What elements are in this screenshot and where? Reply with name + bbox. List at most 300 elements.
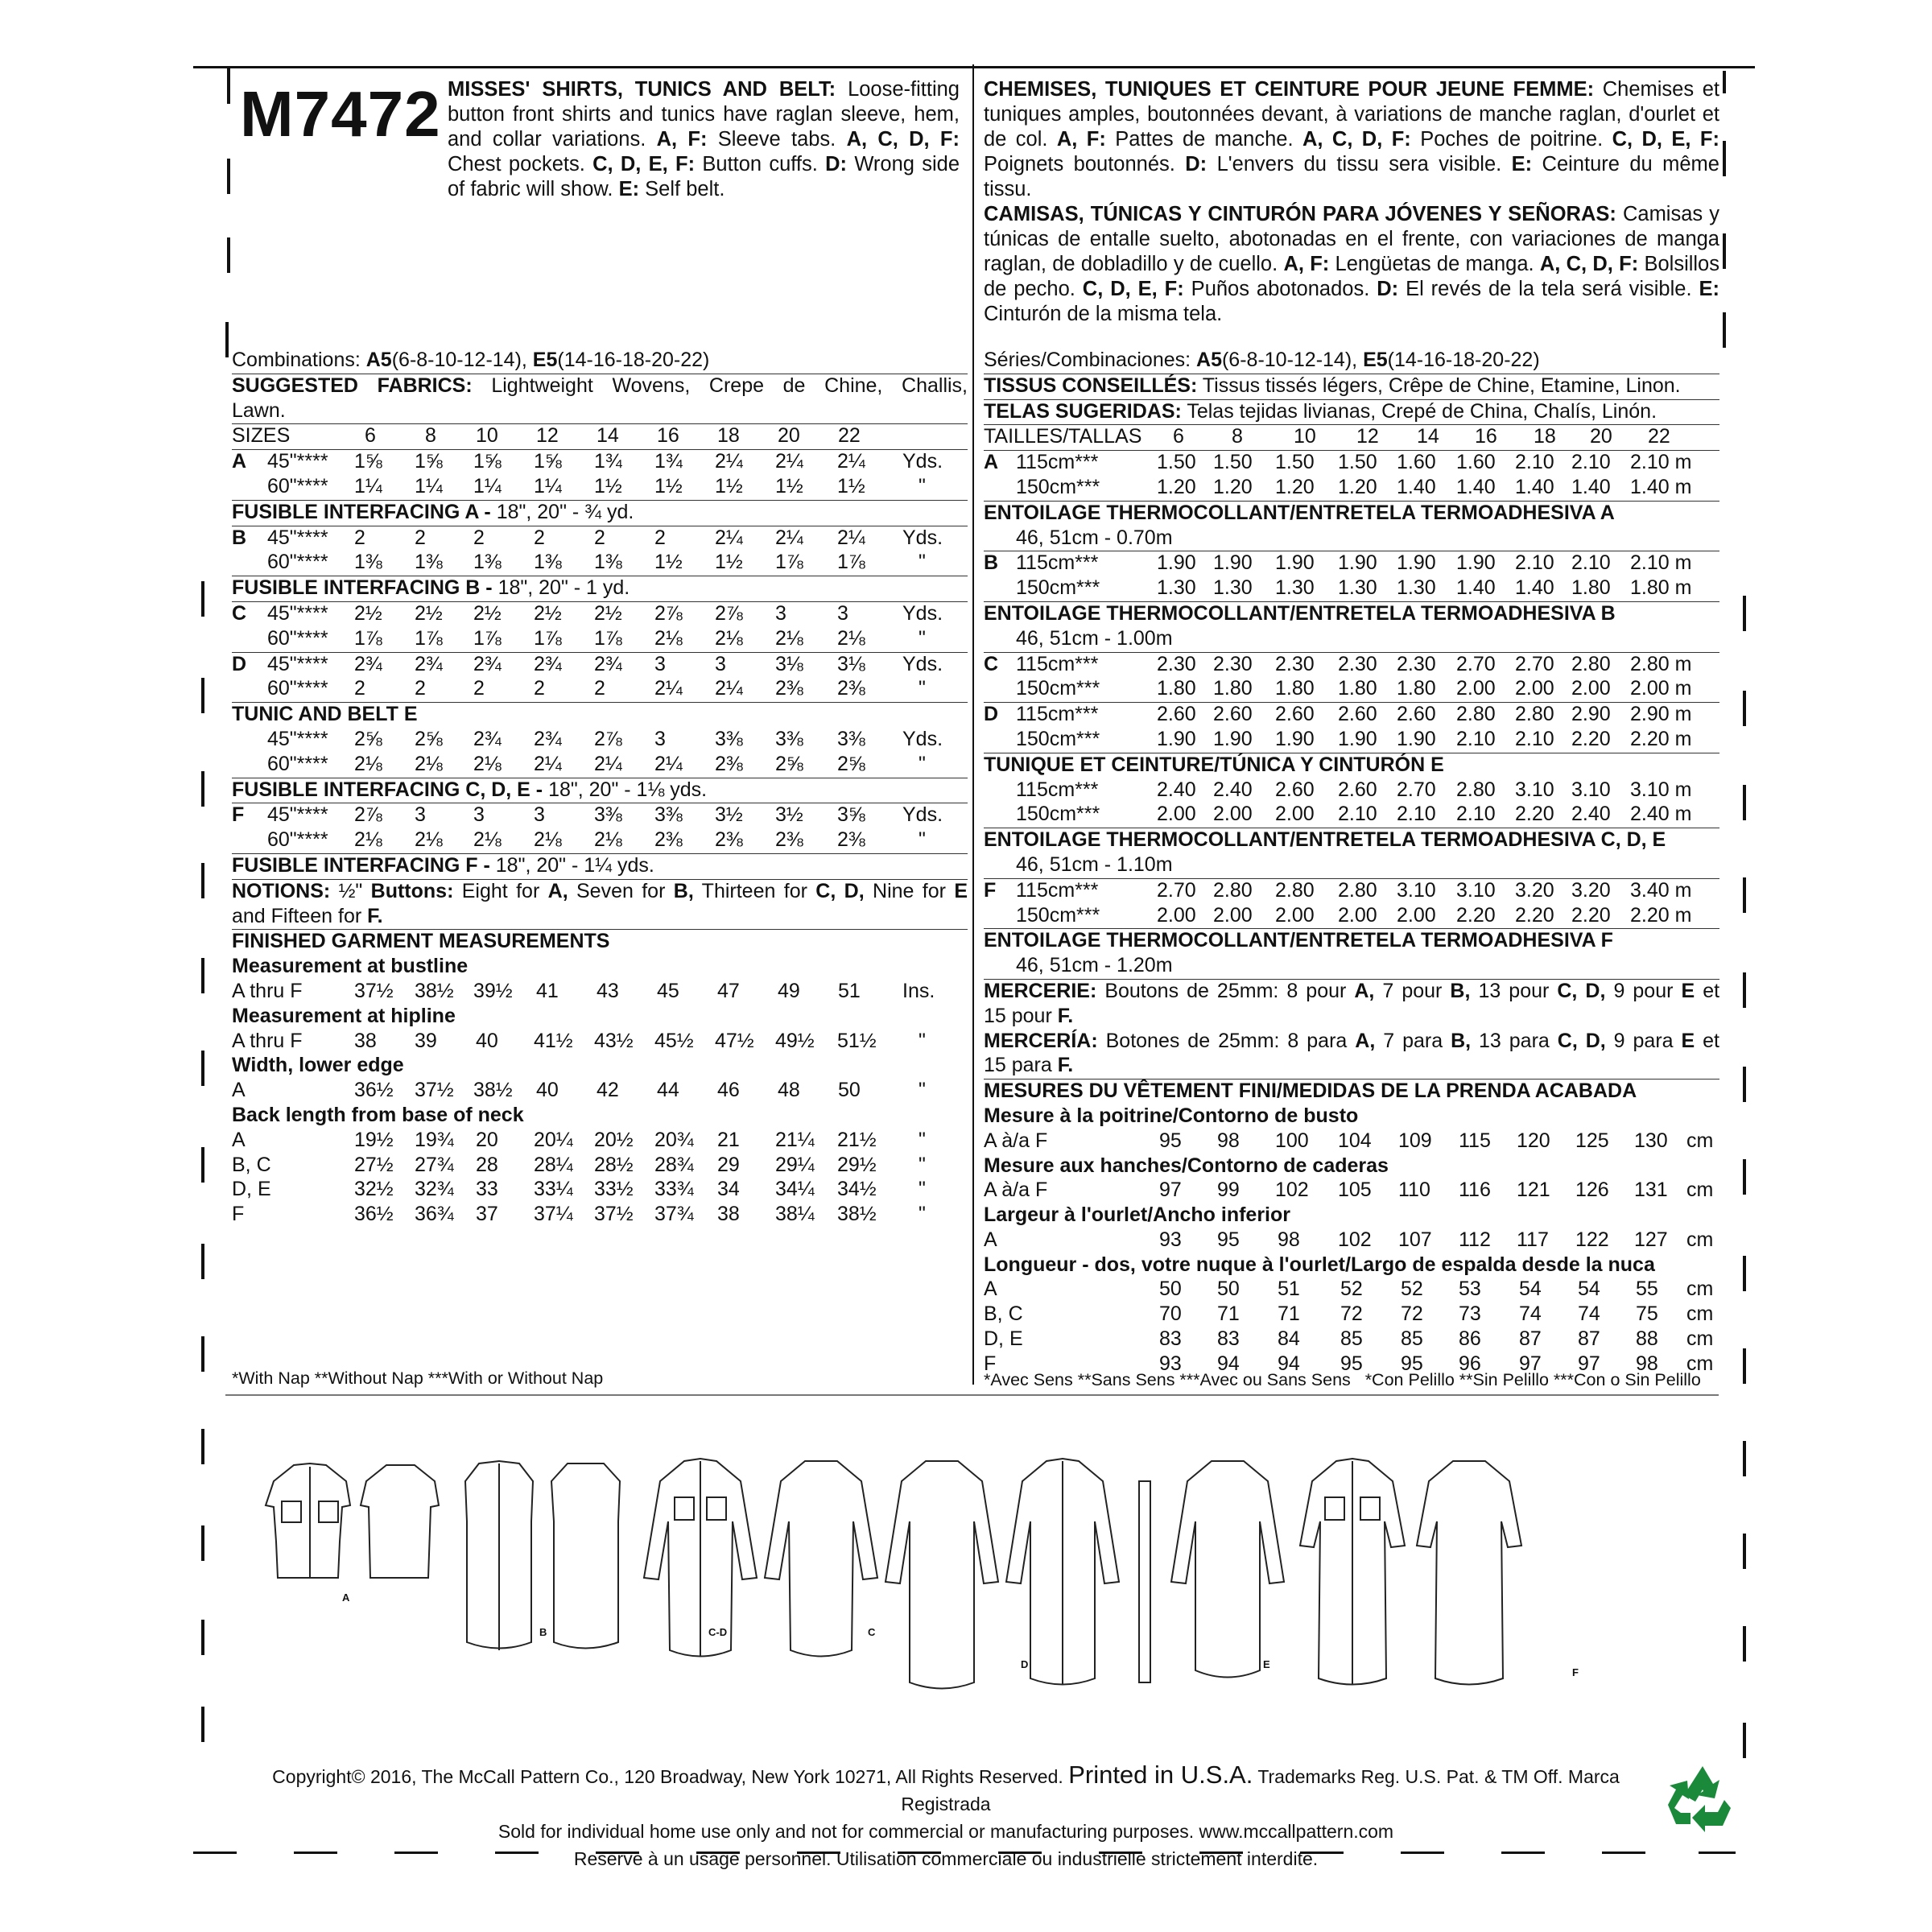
metric-table-cell: 74 xyxy=(1578,1302,1600,1326)
english-table-text: 18", 20" - 1¼ yds. xyxy=(495,853,654,877)
english-table-cell: 20¾ xyxy=(654,1128,694,1151)
metric-table-cell: 2.60 xyxy=(1397,703,1436,726)
english-table-cell: 36½ xyxy=(354,1079,394,1102)
metric-table-text: B, xyxy=(1451,1029,1472,1052)
english-table-cell: 2½ xyxy=(415,601,443,625)
english-table-cell: 12 xyxy=(536,424,559,448)
metric-table-cell: 3.10 xyxy=(1571,778,1611,801)
english-table-row xyxy=(232,728,968,753)
metric-table-cell: F xyxy=(984,878,997,902)
metric-table-text: C, D, xyxy=(1557,1029,1606,1052)
english-table-cell: 27¾ xyxy=(415,1153,454,1176)
english-table-cell: D xyxy=(232,652,247,675)
metric-table-cell: 2.70 xyxy=(1515,652,1554,675)
english-table-text: Thirteen for xyxy=(693,879,816,902)
section-rule xyxy=(225,1394,1719,1396)
metric-table-cell: 115cm*** xyxy=(1016,878,1099,902)
metric-table-cell: 1.30 xyxy=(1275,576,1315,600)
metric-table-text: TUNIQUE ET CEINTURE/TÚNICA Y CINTURÓN E xyxy=(984,753,1444,776)
english-table-cell: 60"**** xyxy=(267,677,328,700)
metric-table-cell: A xyxy=(984,1228,997,1251)
description-fragment: Wrong side of fabric will show. xyxy=(448,153,960,200)
description-fragment: A, C, D, F: xyxy=(1539,253,1639,275)
metric-table-cell: 1.40 xyxy=(1397,475,1436,498)
metric-table-text: Telas tejidas livianas, Crepé de China, Chalís, Linón. xyxy=(1181,399,1657,423)
english-table-cell: 1⅞ xyxy=(415,626,443,650)
description-fragment: A, F: xyxy=(656,128,708,151)
metric-table-text: Mesure à la poitrine/Contorno de busto xyxy=(984,1104,1359,1127)
english-table-text: E xyxy=(954,879,968,902)
metric-table-text: E xyxy=(1681,979,1695,1002)
english-table-row xyxy=(232,627,968,653)
metric-table-cell: 130 xyxy=(1634,1129,1668,1152)
metric-table-cell: 150cm*** xyxy=(1016,576,1100,600)
metric-table-text: Botones de 25mm: 8 para xyxy=(1097,1029,1356,1052)
metric-table-cell: 2.10 xyxy=(1515,551,1554,575)
metric-table-cell: 1.90 xyxy=(1456,551,1496,575)
printed-in-usa: Printed in U.S.A. xyxy=(1068,1761,1253,1789)
english-table-text: B, xyxy=(673,879,694,902)
english-table-row xyxy=(232,1079,968,1104)
english-table-cell: 2 xyxy=(473,677,485,700)
english-table-cell: 18 xyxy=(717,424,740,448)
description-fragment: C, D, E, F: xyxy=(592,153,696,175)
english-table-cell: B xyxy=(232,526,247,549)
metric-table-cell: 50 xyxy=(1159,1278,1182,1301)
english-table-cell: Yds. xyxy=(902,727,943,750)
metric-table-cell: 97 xyxy=(1159,1179,1182,1202)
english-description xyxy=(448,77,960,202)
english-table-cell: 2¼ xyxy=(654,677,683,700)
metric-table-cell: 1.50 xyxy=(1157,451,1196,474)
english-table-cell: 51 xyxy=(838,979,861,1002)
view-label-cd: C-D xyxy=(708,1626,728,1638)
english-table-cell: 2¼ xyxy=(654,752,683,775)
copyright-notice: Copyright© 2016, The McCall Pattern Co., 120 Broadway, New York 10271, All Rights Reserved. xyxy=(272,1766,1063,1787)
english-table-cell: 2⅜ xyxy=(715,752,743,775)
metric-table-text: E xyxy=(1681,1029,1695,1052)
english-table-cell: 2⅛ xyxy=(473,828,502,852)
metric-table-cell: 1.90 xyxy=(1338,727,1377,750)
metric-table-cell: F xyxy=(984,1352,997,1375)
english-table-row xyxy=(232,854,968,880)
english-table-cell: 34¼ xyxy=(775,1178,815,1201)
english-table-cell: 49 xyxy=(778,979,800,1002)
description-fragment: El revés de la tela será visible. xyxy=(1398,278,1699,300)
metric-table-text: 7 para xyxy=(1375,1029,1451,1052)
english-table-cell: 40 xyxy=(536,1079,559,1102)
english-table-row xyxy=(232,475,968,501)
metric-table-row xyxy=(984,703,1719,728)
metric-table-cell: 2.00 xyxy=(1571,677,1611,700)
metric-table-cell: 72 xyxy=(1340,1302,1363,1326)
metric-table-text: Tissus tissés légers, Crêpe de Chine, Etamine, Linon. xyxy=(1197,374,1681,397)
metric-table-cell: 1.90 xyxy=(1275,727,1315,750)
metric-table-cell: 1.50 xyxy=(1275,451,1315,474)
english-table-cell: 2¼ xyxy=(715,450,743,473)
metric-table-cell: 102 xyxy=(1275,1179,1309,1202)
english-table-cell: 2¼ xyxy=(775,526,803,549)
metric-footnote: *Avec Sens **Sans Sens ***Avec ou Sans Sens *Con Pelillo **Sin Pelillo ***Con o Sin Pelillo xyxy=(984,1370,1701,1389)
metric-table-cell: cm xyxy=(1686,1228,1714,1251)
metric-table-cell: 1.40 xyxy=(1515,576,1554,600)
english-table-cell: 49½ xyxy=(775,1029,815,1052)
metric-table-text: ENTOILAGE THERMOCOLLANT/ENTRETELA TERMOADHESIVA F xyxy=(984,929,1613,952)
metric-table-cell: 2.30 xyxy=(1275,652,1315,675)
metric-table-cell: 1.90 xyxy=(1213,727,1253,750)
metric-table-cell: 126 xyxy=(1575,1179,1609,1202)
metric-table-row xyxy=(984,1228,1719,1253)
metric-table-cell: 1.80 xyxy=(1275,677,1315,700)
english-table-cell: 2⅞ xyxy=(654,601,683,625)
metric-table-cell: 52 xyxy=(1401,1278,1423,1301)
english-table-cell: 2⅞ xyxy=(715,601,743,625)
metric-table-cell: 74 xyxy=(1519,1302,1542,1326)
metric-table-cell: 2.40 m xyxy=(1630,803,1692,826)
metric-table-text: 9 para xyxy=(1605,1029,1682,1052)
metric-table-cell: 109 xyxy=(1398,1129,1432,1152)
english-table-cell: 2¼ xyxy=(594,752,622,775)
metric-table-text: A5 xyxy=(1196,349,1222,371)
metric-table-row xyxy=(984,1054,1719,1080)
english-table-cell: 2¼ xyxy=(715,526,743,549)
metric-table-cell: 46, 51cm - 0.70m xyxy=(1016,526,1173,549)
view-f-back xyxy=(1417,1461,1521,1685)
english-table-cell: 14 xyxy=(597,424,619,448)
english-table-text: Eight for xyxy=(453,879,548,902)
metric-table-cell: 3.10 xyxy=(1397,878,1436,902)
metric-table-cell: 2.10 xyxy=(1338,803,1377,826)
metric-table-cell: 2.70 xyxy=(1157,878,1196,902)
english-table-cell: 43 xyxy=(597,979,619,1002)
metric-table-cell: 6 xyxy=(1173,425,1184,448)
metric-table-text: 13 para xyxy=(1471,1029,1558,1052)
english-table-row xyxy=(232,526,968,551)
english-table-row xyxy=(232,576,968,602)
metric-table-cell: 83 xyxy=(1159,1327,1182,1351)
english-table-cell: A xyxy=(232,450,247,473)
metric-table-cell: 2.10 m xyxy=(1630,451,1692,474)
english-table-cell: 2⅞ xyxy=(354,803,382,827)
view-b-front xyxy=(465,1461,533,1650)
description-fragment: D: xyxy=(1185,153,1208,175)
metric-table-cell: 2.00 xyxy=(1515,677,1554,700)
english-table-cell: 38½ xyxy=(473,1079,513,1102)
metric-table-cell: 46, 51cm - 1.00m xyxy=(1016,626,1173,650)
metric-table-cell: 1.50 xyxy=(1213,451,1253,474)
english-table-text: FUSIBLE INTERFACING F - xyxy=(232,853,496,877)
metric-table-cell: 1.80 xyxy=(1338,677,1377,700)
metric-table-cell: 2.20 xyxy=(1515,803,1554,826)
english-table-cell: 2 xyxy=(654,526,666,549)
english-table-cell: 37¾ xyxy=(654,1203,694,1226)
metric-table-cell: 1.90 xyxy=(1275,551,1315,575)
metric-table-cell: 84 xyxy=(1278,1327,1300,1351)
english-footnote: *With Nap **Without Nap ***With or Without Nap xyxy=(232,1368,604,1388)
metric-table-cell: B xyxy=(984,551,999,575)
english-table-cell: 21 xyxy=(717,1128,740,1151)
metric-table-cell: 83 xyxy=(1217,1327,1240,1351)
english-table-cell: " xyxy=(919,1128,926,1151)
english-table-cell: 37 xyxy=(476,1203,498,1226)
english-table-cell: 1¼ xyxy=(415,474,443,497)
english-table-cell: 2½ xyxy=(534,601,562,625)
english-table-cell: 2⅜ xyxy=(837,828,865,852)
english-table-cell: 19½ xyxy=(354,1128,394,1151)
metric-table-cell: 150cm*** xyxy=(1016,475,1100,498)
metric-table-row xyxy=(984,653,1719,678)
english-table-text: Lawn. xyxy=(232,398,286,422)
view-label-d: D xyxy=(1021,1658,1029,1670)
english-table-cell: 1½ xyxy=(654,551,683,574)
english-table-cell: 2½ xyxy=(594,601,622,625)
metric-table-row xyxy=(984,576,1719,602)
metric-table-cell: 88 xyxy=(1636,1327,1658,1351)
copyright-line-2: Sold for individual home use only and not for commercial or manufacturing purposes. www.mccallpattern.com xyxy=(497,1821,1394,1842)
english-table-cell: 3⅝ xyxy=(837,803,865,827)
english-table-cell: 2 xyxy=(354,677,365,700)
english-table-cell: A xyxy=(232,1079,246,1102)
metric-table-cell: 14 xyxy=(1417,425,1439,448)
metric-table-cell: 87 xyxy=(1578,1327,1600,1351)
metric-table-row xyxy=(984,677,1719,703)
metric-table-cell: 115cm*** xyxy=(1016,451,1099,474)
english-table-cell: 51½ xyxy=(837,1029,877,1052)
english-table-cell: Yds. xyxy=(902,803,943,827)
english-table-cell: " xyxy=(919,752,926,775)
english-table-text: FUSIBLE INTERFACING A - xyxy=(232,500,497,523)
metric-table-cell: 2.10 xyxy=(1456,803,1496,826)
metric-table-cell: 2.90 m xyxy=(1630,703,1692,726)
metric-table-cell: 20 xyxy=(1590,425,1612,448)
metric-table-cell: 2.40 xyxy=(1571,803,1611,826)
view-e-back xyxy=(1171,1461,1284,1678)
english-table-cell: 38½ xyxy=(415,979,454,1002)
metric-table-cell: 3.10 xyxy=(1515,778,1554,801)
metric-table-cell: 1.90 xyxy=(1397,727,1436,750)
metric-table-text: et xyxy=(1695,979,1720,1002)
english-table-cell: 3 xyxy=(534,803,545,827)
metric-table-cell: 2.20 xyxy=(1456,903,1496,927)
english-table-cell: 1⅝ xyxy=(473,450,502,473)
english-table-cell: 2 xyxy=(354,526,365,549)
spanish-description xyxy=(984,202,1719,327)
metric-table-cell: 1.40 xyxy=(1515,475,1554,498)
metric-table-text: A, xyxy=(1355,1029,1376,1052)
english-table-cell: 37½ xyxy=(354,979,394,1002)
metric-table-cell: 95 xyxy=(1217,1228,1240,1251)
metric-table-cell: D xyxy=(984,703,999,726)
english-table-text: 18", 20" - ¾ yd. xyxy=(496,500,634,523)
english-table-row xyxy=(232,501,968,526)
metric-table-cell: cm xyxy=(1686,1302,1714,1326)
metric-table-text: Longueur - dos, votre nuque à l'ourlet/Largo de espalda desde la nuca xyxy=(984,1253,1655,1276)
metric-table-cell: 1.60 xyxy=(1456,451,1496,474)
english-table-cell: C xyxy=(232,601,247,625)
metric-table-cell: 71 xyxy=(1278,1302,1300,1326)
metric-table-cell: 98 xyxy=(1217,1129,1240,1152)
english-table-cell: 3⅜ xyxy=(775,727,803,750)
english-table-cell: 32½ xyxy=(354,1178,394,1201)
english-table-cell: 2¼ xyxy=(715,677,743,700)
english-table-text: SUGGESTED FABRICS: xyxy=(232,374,473,397)
english-table-cell: 2⅛ xyxy=(715,626,743,650)
metric-table-cell: cm xyxy=(1686,1327,1714,1351)
metric-table-row xyxy=(984,1129,1719,1154)
english-table-cell: F xyxy=(232,803,245,827)
metric-table-cell: 2.10 xyxy=(1515,727,1554,750)
metric-table-cell: 1.90 xyxy=(1338,551,1377,575)
english-table-cell: A thru F xyxy=(232,1029,303,1052)
english-table-cell: 2½ xyxy=(354,601,382,625)
metric-table-text: et xyxy=(1695,1029,1720,1052)
metric-table-cell: 1.80 xyxy=(1397,677,1436,700)
metric-table-cell: 115cm*** xyxy=(1016,778,1099,801)
description-fragment: Puños abotonados. xyxy=(1183,278,1377,300)
english-table-cell: 20¼ xyxy=(534,1128,573,1151)
description-fragment: C, D, E, F: xyxy=(1082,278,1184,300)
english-table-row xyxy=(232,374,968,399)
english-table-cell: 1½ xyxy=(654,474,683,497)
metric-table-cell: 97 xyxy=(1519,1352,1542,1375)
english-table-cell: 27½ xyxy=(354,1153,394,1176)
english-table-cell: Yds. xyxy=(902,450,943,473)
metric-table-text: Séries/Combinaciones: xyxy=(984,349,1197,371)
metric-table-row xyxy=(984,954,1719,980)
english-table-cell: F xyxy=(232,1203,245,1226)
metric-table-cell: cm xyxy=(1686,1352,1714,1375)
metric-table-cell: 2.30 xyxy=(1338,652,1377,675)
metric-table-cell: cm xyxy=(1686,1129,1714,1152)
metric-table-cell: 85 xyxy=(1340,1327,1363,1351)
metric-table-cell: C xyxy=(984,652,999,675)
english-table-cell: 2⅜ xyxy=(775,677,803,700)
english-table-cell: Ins. xyxy=(902,979,935,1002)
english-table-cell: 1⅜ xyxy=(534,551,562,574)
english-table-cell: 33 xyxy=(476,1178,498,1201)
metric-table-text: 15 para xyxy=(984,1054,1058,1077)
english-table-cell: 45"**** xyxy=(267,601,328,625)
english-table-row xyxy=(232,1054,968,1079)
metric-table-cell: 93 xyxy=(1159,1352,1182,1375)
metric-table-cell: 16 xyxy=(1475,425,1497,448)
metric-table-cell: 1.90 xyxy=(1213,551,1253,575)
metric-table-cell: 1.20 xyxy=(1157,475,1196,498)
metric-table-row xyxy=(984,1253,1719,1278)
english-table-cell: 2 xyxy=(415,526,426,549)
metric-table-cell: 2.60 xyxy=(1275,703,1315,726)
metric-table-cell: 2.80 xyxy=(1213,878,1253,902)
metric-table-cell: 1.20 xyxy=(1275,475,1315,498)
description-fragment: CAMISAS, TÚNICAS Y CINTURÓN PARA JÓVENES Y SEÑORAS: xyxy=(984,203,1616,225)
description-fragment: CHEMISES, TUNIQUES ET CEINTURE POUR JEUNE FEMME: xyxy=(984,78,1595,101)
english-table-cell: 2¼ xyxy=(775,450,803,473)
english-table-cell: 33½ xyxy=(594,1178,634,1201)
french-description xyxy=(984,77,1719,202)
english-table-cell: 2⅝ xyxy=(775,752,803,775)
metric-table-cell: 52 xyxy=(1340,1278,1363,1301)
english-table-cell: 8 xyxy=(425,424,436,448)
english-table-row xyxy=(232,551,968,576)
english-table-row xyxy=(232,424,968,450)
english-table-cell: 60"**** xyxy=(267,551,328,574)
metric-table-row xyxy=(984,803,1719,828)
metric-table-row xyxy=(984,828,1719,853)
english-table-cell: 28¾ xyxy=(654,1153,694,1176)
english-table-text: F. xyxy=(367,904,383,927)
english-table-cell: 2⅛ xyxy=(415,752,443,775)
view-label-b: B xyxy=(539,1626,547,1638)
metric-table-cell: 87 xyxy=(1519,1327,1542,1351)
metric-table-cell: 115 xyxy=(1459,1129,1491,1152)
metric-table-cell: 46, 51cm - 1.20m xyxy=(1016,954,1173,977)
metric-table-cell: 100 xyxy=(1275,1129,1309,1152)
metric-table-text: (14-16-18-20-22) xyxy=(1387,349,1540,371)
english-yardage-table xyxy=(232,349,968,1228)
english-table-cell: 37½ xyxy=(415,1079,454,1102)
english-table-cell: 38 xyxy=(354,1029,377,1052)
english-table-cell: 3 xyxy=(654,727,666,750)
english-table-row xyxy=(232,980,968,1005)
english-table-cell: 2¼ xyxy=(837,450,865,473)
english-table-text: A5 xyxy=(365,349,392,371)
english-table-cell: " xyxy=(919,626,926,650)
english-table-cell: 2½ xyxy=(473,601,502,625)
english-table-row xyxy=(232,653,968,678)
metric-table-row xyxy=(984,476,1719,502)
english-table-cell: 1⅜ xyxy=(473,551,502,574)
english-table-row xyxy=(232,1104,968,1129)
metric-table-cell: 18 xyxy=(1534,425,1556,448)
metric-table-cell: 102 xyxy=(1338,1228,1372,1251)
english-table-cell: 2⅝ xyxy=(354,727,382,750)
english-table-cell: 3⅛ xyxy=(837,652,865,675)
metric-table-row xyxy=(984,753,1719,778)
description-fragment: Camisas y túnicas de entalle suelto, abotonadas en el frente, con variaciones de manga raglan, de dobladillo y de cuello. xyxy=(984,203,1719,275)
description-fragment: E: xyxy=(1699,278,1719,300)
metric-table-row xyxy=(984,1104,1719,1129)
metric-table-cell: 8 xyxy=(1232,425,1243,448)
view-label-f: F xyxy=(1572,1666,1579,1678)
english-table-cell: 28 xyxy=(476,1153,498,1176)
pattern-number: M7472 xyxy=(240,78,441,150)
description-fragment: Poches de poitrine. xyxy=(1410,128,1612,151)
english-table-row xyxy=(232,955,968,980)
english-table-cell: 2⅜ xyxy=(837,677,865,700)
metric-table-cell: 95 xyxy=(1401,1352,1423,1375)
english-table-cell: D, E xyxy=(232,1178,271,1201)
english-table-text: Measurement at hipline xyxy=(232,1004,456,1027)
metric-table-cell: 2.20 xyxy=(1571,903,1611,927)
view-a-front xyxy=(266,1463,350,1578)
english-table-cell: 38 xyxy=(717,1203,740,1226)
metric-table-cell: 2.10 xyxy=(1397,803,1436,826)
metric-table-row xyxy=(984,602,1719,627)
metric-table-text: F. xyxy=(1057,1004,1074,1027)
metric-table-cell: 54 xyxy=(1519,1278,1542,1301)
metric-table-row xyxy=(984,1030,1719,1055)
description-fragment: Bolsillos de pecho. xyxy=(984,253,1719,300)
english-table-cell: 1⅞ xyxy=(354,626,382,650)
english-table-cell: 2 xyxy=(594,526,605,549)
english-table-cell: 33¼ xyxy=(534,1178,573,1201)
metric-table-cell: 2.80 xyxy=(1338,878,1377,902)
metric-table-cell: 1.30 xyxy=(1157,576,1196,600)
metric-table-row xyxy=(984,1203,1719,1228)
english-table-cell: 41½ xyxy=(534,1029,573,1052)
copyright-block xyxy=(225,1761,1666,1872)
metric-table-cell: 112 xyxy=(1459,1228,1491,1251)
